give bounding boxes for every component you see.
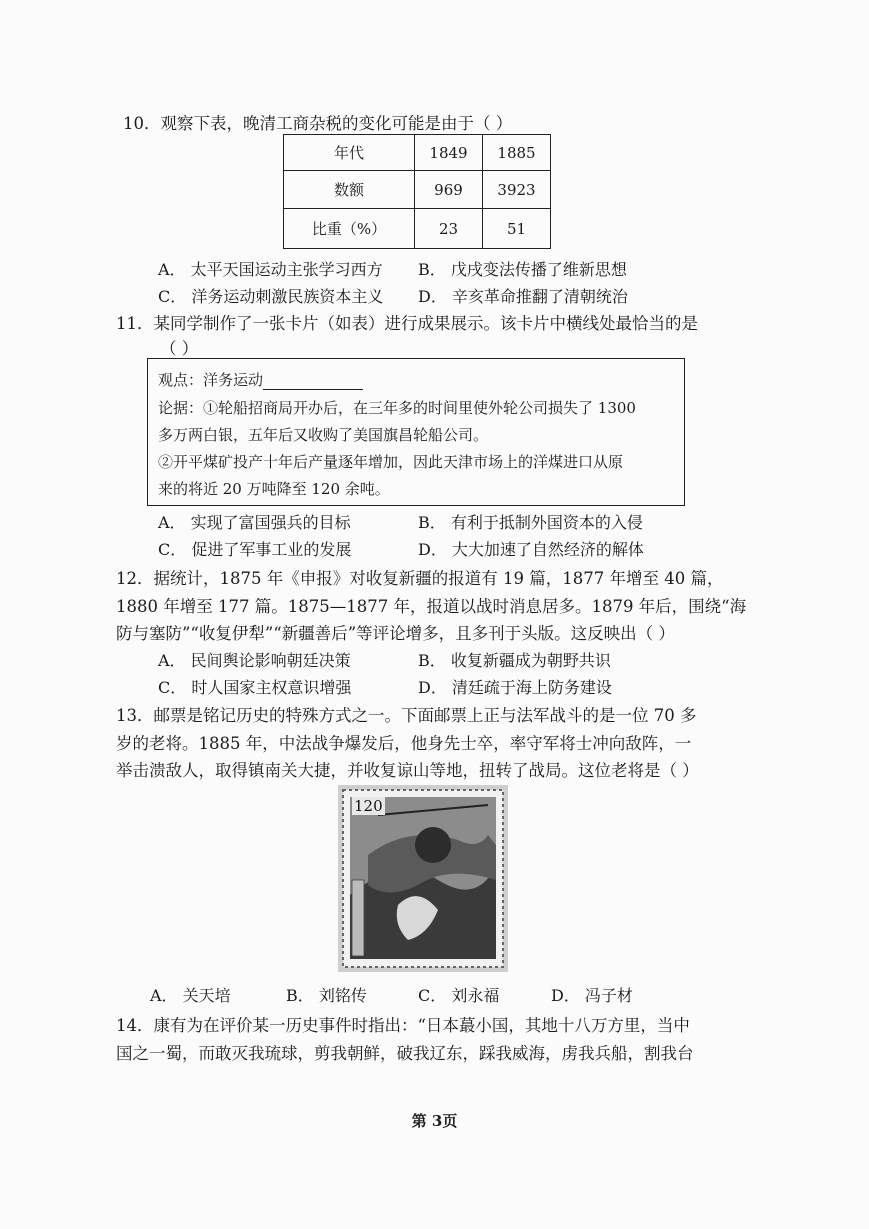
card-evidence-line: 多万两白银，五年后又收购了美国旗昌轮船公司。	[158, 426, 489, 444]
card-evidence-line: 来的将近 20 万吨降至 120 余吨。	[158, 480, 390, 498]
q12-option-a[interactable]: A． 民间舆论影响朝廷决策	[158, 651, 351, 670]
q14-stem-line: 14．康有为在评价某一历史事件时指出：“日本蕞小国，其地十八万方里，当中	[116, 1016, 690, 1035]
q12-stem-line: 防与塞防”“收复伊犁”“新疆善后”等评论增多，且多刊于头版。这反映出（ ）	[116, 624, 675, 643]
card-viewpoint-text: 观点：洋务运动	[158, 371, 264, 389]
table-cell: 23	[415, 209, 483, 249]
card-evidence-line: 论据：①轮船招商局开办后，在三年多的时间里使外轮公司损失了 1300	[158, 399, 636, 417]
q12-stem-line: 12．据统计，1875 年《申报》对收复新疆的报道有 19 篇，1877 年增至 40 篇，	[116, 569, 724, 588]
card-evidence-line: ②开平煤矿投产十年后产量逐年增加，因此天津市场上的洋煤进口从原	[158, 453, 624, 471]
stamp-denomination: 120	[354, 797, 383, 815]
q11-option-b[interactable]: B． 有利于抵制外国资本的入侵	[418, 513, 643, 532]
q11-option-a[interactable]: A． 实现了富国强兵的目标	[158, 513, 351, 532]
q14-stem-line: 国之一蜀，而敢灭我琉球，剪我朝鲜，破我辽东，踩我威海，虏我兵船，割我台	[116, 1044, 694, 1063]
table-cell: 1849	[415, 135, 483, 171]
q13-option-a[interactable]: A． 关天培	[150, 986, 231, 1005]
table-cell: 1885	[483, 135, 551, 171]
q10-option-d[interactable]: D． 辛亥革命推翻了清朝统治	[418, 287, 628, 306]
table-cell: 3923	[483, 171, 551, 209]
q13-stem-line: 13．邮票是铭记历史的特殊方式之一。下面邮票上正与法军战斗的是一位 70 多	[116, 706, 697, 725]
card-viewpoint	[158, 369, 363, 390]
page-number: 第 3页	[411, 1112, 458, 1130]
q10-option-a[interactable]: A． 太平天国运动主张学习西方	[158, 260, 383, 279]
q11-answer-bracket: （ ）	[160, 339, 199, 358]
q12-option-d[interactable]: D． 清廷疏于海上防务建设	[418, 678, 612, 697]
q11-stem: 11．某同学制作了一张卡片（如表）进行成果展示。该卡片中横线处最恰当的是	[116, 314, 698, 333]
table-cell: 数额	[284, 171, 415, 209]
q10-option-b[interactable]: B． 戊戌变法传播了维新思想	[418, 260, 627, 279]
table-cell: 969	[415, 171, 483, 209]
q12-option-c[interactable]: C． 时人国家主权意识增强	[158, 678, 352, 697]
answer-blank	[263, 375, 363, 390]
q10-option-c[interactable]: C． 洋务运动刺激民族资本主义	[158, 287, 384, 306]
q11-card	[147, 358, 685, 506]
q12-stem-line: 1880 年增至 177 篇。1875—1877 年，报道以战时消息居多。1879 年后，围绕“海	[116, 597, 747, 616]
q11-option-c[interactable]: C． 促进了军事工业的发展	[158, 540, 352, 559]
q13-option-b[interactable]: B． 刘铭传	[286, 986, 367, 1005]
table-cell: 51	[483, 209, 551, 249]
q13-stem-line: 岁的老将。1885 年，中法战争爆发后，他身先士卒，率守军将士冲向敌阵，一	[116, 734, 692, 753]
table-cell: 比重（%）	[284, 209, 415, 249]
q10-stem: 10．观察下表，晚清工商杂税的变化可能是由于（ ）	[123, 114, 513, 133]
q12-option-b[interactable]: B． 收复新疆成为朝野共识	[418, 651, 611, 670]
q13-option-d[interactable]: D． 冯子材	[551, 986, 633, 1005]
q10-table	[283, 134, 551, 249]
q13-option-c[interactable]: C． 刘永福	[418, 986, 500, 1005]
q13-stem-line: 举击溃敌人，取得镇南关大捷，并收复谅山等地，扭转了战局。这位老将是（ ）	[116, 761, 699, 780]
stamp-image	[338, 785, 508, 972]
q11-option-d[interactable]: D． 大大加速了自然经济的解体	[418, 540, 644, 559]
table-cell: 年代	[284, 135, 415, 171]
